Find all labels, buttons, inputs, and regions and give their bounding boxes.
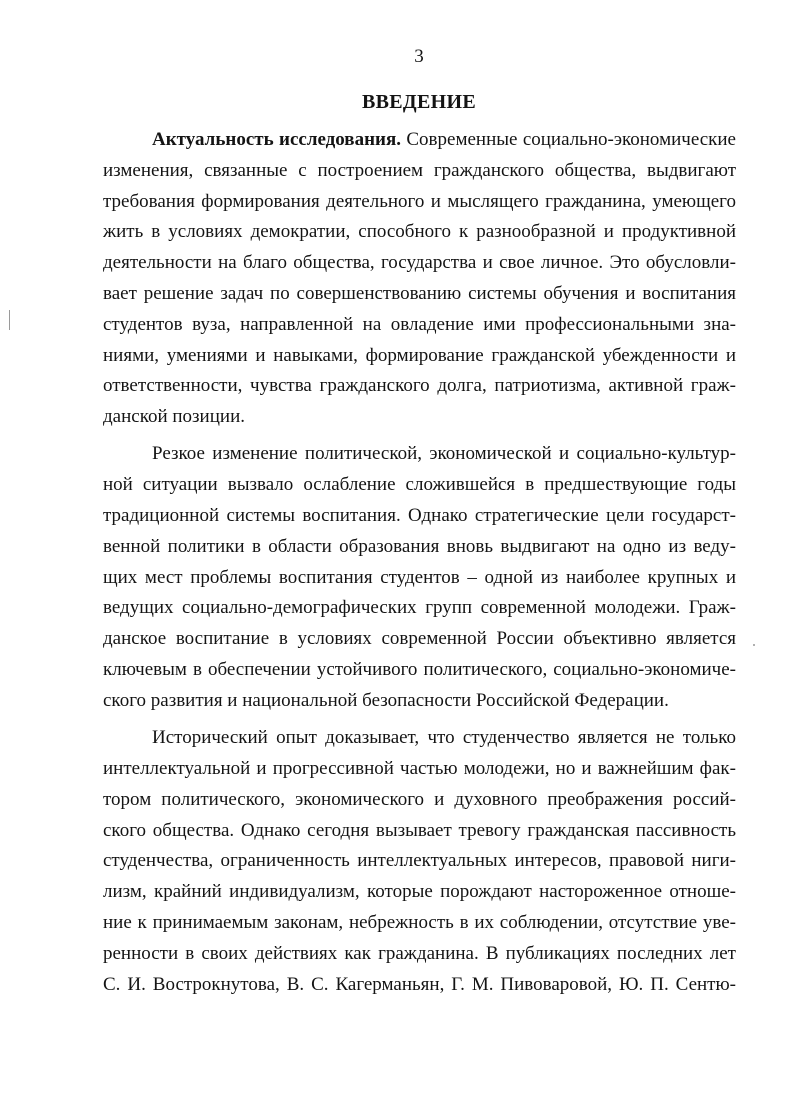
text-line: ние к принимаемым законам, небрежность в их соблюдении, отсутствие уве- — [103, 911, 736, 933]
text-line: данское воспитание в условиях современной России объективно является — [103, 628, 736, 650]
text-line: ренности в своих действиях как гражданина. В публикациях последних лет — [103, 942, 736, 964]
text-line: вает решение задач по совершенствованию системы обучения и воспитания — [103, 282, 736, 304]
lead-phrase: Актуальность исследования. — [152, 129, 401, 150]
text-line: ключевым в обеспечении устойчивого политического, социально-экономиче- — [103, 659, 736, 681]
text-line: ского общества. Однако сегодня вызывает тревогу гражданская пассивность — [103, 819, 736, 841]
text-line: венной политики в области образования вновь выдвигают на одно из веду- — [103, 535, 736, 557]
text-line: ведущих социально-демографических групп современной молодежи. Граж- — [103, 597, 736, 619]
text-line: изменения, связанные с построением гражданского общества, выдвигают — [103, 159, 736, 181]
text-line: ответственности, чувства гражданского долга, патриотизма, активной граж- — [103, 375, 736, 397]
text-line: деятельности на благо общества, государства и свое личное. Это обусловли- — [103, 252, 736, 274]
page-number: 3 — [414, 46, 424, 67]
text-line: ной ситуации вызвало ослабление сложившейся в предшествующие годы — [103, 474, 736, 496]
text-line: щих мест проблемы воспитания студентов – одной из наиболее крупных и — [103, 566, 736, 588]
text-line: лизм, крайний индивидуализм, которые порождают настороженное отноше- — [103, 881, 736, 903]
text-line: тором политического, экономического и духовного преображения россий- — [103, 788, 736, 810]
scan-speck — [753, 644, 755, 646]
text-line: студенчества, ограниченность интеллектуальных интересов, правовой ниги- — [103, 850, 736, 872]
text-line: Резкое изменение политической, экономической и социально-культур- — [152, 443, 736, 465]
body-text — [103, 125, 736, 1000]
text-line: ского развития и национальной безопасности Российской Федерации. — [103, 689, 669, 711]
text-line-content: Современные социально-экономические — [401, 129, 736, 150]
text-line: интеллектуальной и прогрессивной частью молодежи, но и важнейшим фак- — [103, 757, 736, 779]
text-line: требования формирования деятельного и мыслящего гражданина, умеющего — [103, 190, 736, 212]
text-line: данской позиции. — [103, 406, 245, 428]
section-heading: ВВЕДЕНИЕ — [362, 91, 476, 113]
text-line: ниями, умениями и навыками, формирование гражданской убежденности и — [103, 344, 736, 366]
text-line: Исторический опыт доказывает, что студенчество является не только — [152, 727, 736, 749]
text-line: жить в условиях демократии, способного к разнообразной и продуктивной — [103, 221, 736, 243]
text-line — [103, 125, 736, 156]
text-line: С. И. Вострокнутова, В. С. Кагерманьян, Г. М. Пивоваровой, Ю. П. Сентю- — [103, 973, 736, 995]
text-line: традиционной системы воспитания. Однако стратегические цели государст- — [103, 505, 736, 527]
scan-margin-mark — [9, 310, 10, 330]
text-line: студентов вуза, направленной на овладение ими профессиональными зна- — [103, 313, 736, 335]
